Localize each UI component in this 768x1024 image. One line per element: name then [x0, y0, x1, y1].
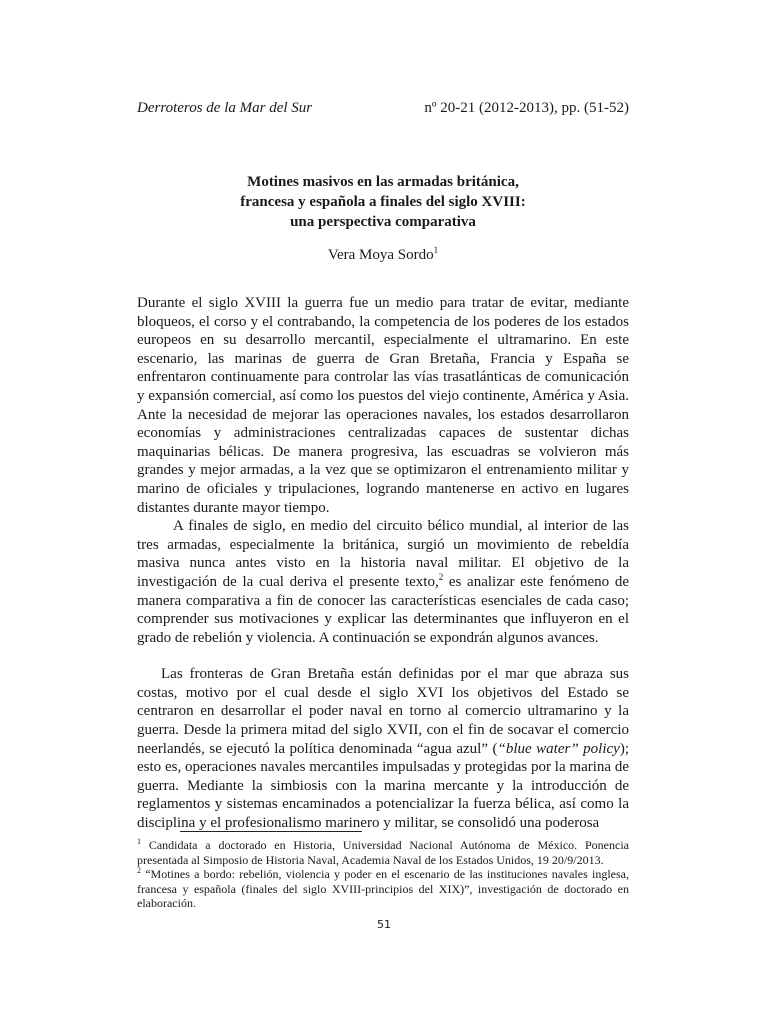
footnote-2-marker: 2 — [137, 866, 141, 875]
running-header — [137, 100, 629, 117]
footnote-separator — [180, 831, 362, 832]
footnote-ref-1[interactable]: 1 — [433, 245, 439, 255]
paragraph-2-text-b: es analizar este fenómeno de manera comparativa a fin de conocer las características esenciales de cada caso; comprender sus motivaciones y explicar las determinantes que influyeron en el grado de rebelión y violencia. A continuación se expondrán algunos avances. — [137, 573, 629, 646]
page-number: 51 — [377, 918, 391, 931]
issue-info: nº 20-21 (2012-2013), pp. (51-52) — [424, 100, 629, 116]
title-line-3: una perspectiva comparativa — [290, 214, 476, 230]
footnote-1 — [137, 838, 629, 867]
article-title — [137, 172, 629, 232]
footnote-1-marker: 1 — [137, 837, 141, 846]
title-line-1: Motines masivos en las armadas británica, — [247, 174, 519, 190]
footnote-1-text: Candidata a doctorado en Historia, Universidad Nacional Autónoma de México. Ponencia presentada al Simposio de Historia Naval, Academia Naval de los Estados Unidos, 19 20/9/2013. — [137, 838, 629, 867]
paragraph-3-text-a: Las fronteras de Gran Bretaña están definidas por el mar que abraza sus costas, motivo por el cual desde el siglo XVI los objetivos del Estado se centraron en desarrollar el poder naval en torno al comercio ultramarino y la guerra. Desde la primera mitad del siglo XVII, con el fin de socavar el comercio neerlandés, se ejecutó la política denominada “agua azul” ( — [137, 666, 629, 757]
footnote-2-text: “Motines a bordo: rebelión, violencia y poder en el escenario de las instituciones navales inglesa, francesa y española (finales del siglo XVIII-principios del XIX)”, investigación de doctorado en elaboración. — [137, 867, 629, 910]
article-body — [137, 294, 629, 833]
paragraph-2-text-a: A finales de siglo, en medio del circuito bélico mundial, al interior de las tres armadas, especialmente la británica, surgió un movimiento de rebeldía masiva nunca antes visto en la historia naval militar. El objetivo de la investigación de la cual deriva el presente texto, — [137, 518, 629, 590]
footnote-ref-2[interactable]: 2 — [438, 571, 444, 582]
paragraph-3-text-b: ); esto es, operaciones navales mercantiles impulsadas y protegidas por la marina de guerra. Mediante la simbiosis con la marina mercante y la introducción de reglamentos y sistemas encaminados a potencializar la fuerza bélica, así como la disciplina y el profesionalismo marinero y militar, se consolidó una poderosa — [137, 740, 629, 832]
footnote-2 — [137, 867, 629, 911]
paragraph-3 — [137, 665, 629, 832]
footnotes — [137, 838, 629, 911]
paragraph-2 — [137, 517, 629, 647]
journal-title: Derroteros de la Mar del Sur — [137, 100, 313, 116]
paragraph-1: Durante el siglo XVIII la guerra fue un medio para tratar de evitar, mediante bloqueos, el corso y el contrabando, la competencia de los poderes de los estados europeos en su desarrollo mercantil, especialmente el ultramarino. En este escenario, las marinas de guerra de Gran Bretaña, Francia y España se enfrentaron continuamente para controlar las vías trasatlánticas de comunicación y expansión comercial, así como los puestos del viejo continente, América y Asia. Ante la necesidad de mejorar las operaciones navales, los estados desarrollaron economías y administraciones centralizadas capaces de sustentar dichas maquinarias bélicas. De manera progresiva, las escuadras se volvieron más grandes y mejor armadas, a la vez que se optimizaron el entrenamiento militar y marino de oficiales y tripulaciones, logrando mantenerse en activo en lugares distantes durante mayor tiempo. — [137, 295, 629, 516]
title-line-2: francesa y española a finales del siglo XVIII: — [240, 194, 526, 210]
author-line — [137, 247, 629, 264]
author-name: Vera Moya Sordo — [327, 247, 434, 263]
paragraph-3-italic: “blue water” policy — [497, 740, 620, 757]
